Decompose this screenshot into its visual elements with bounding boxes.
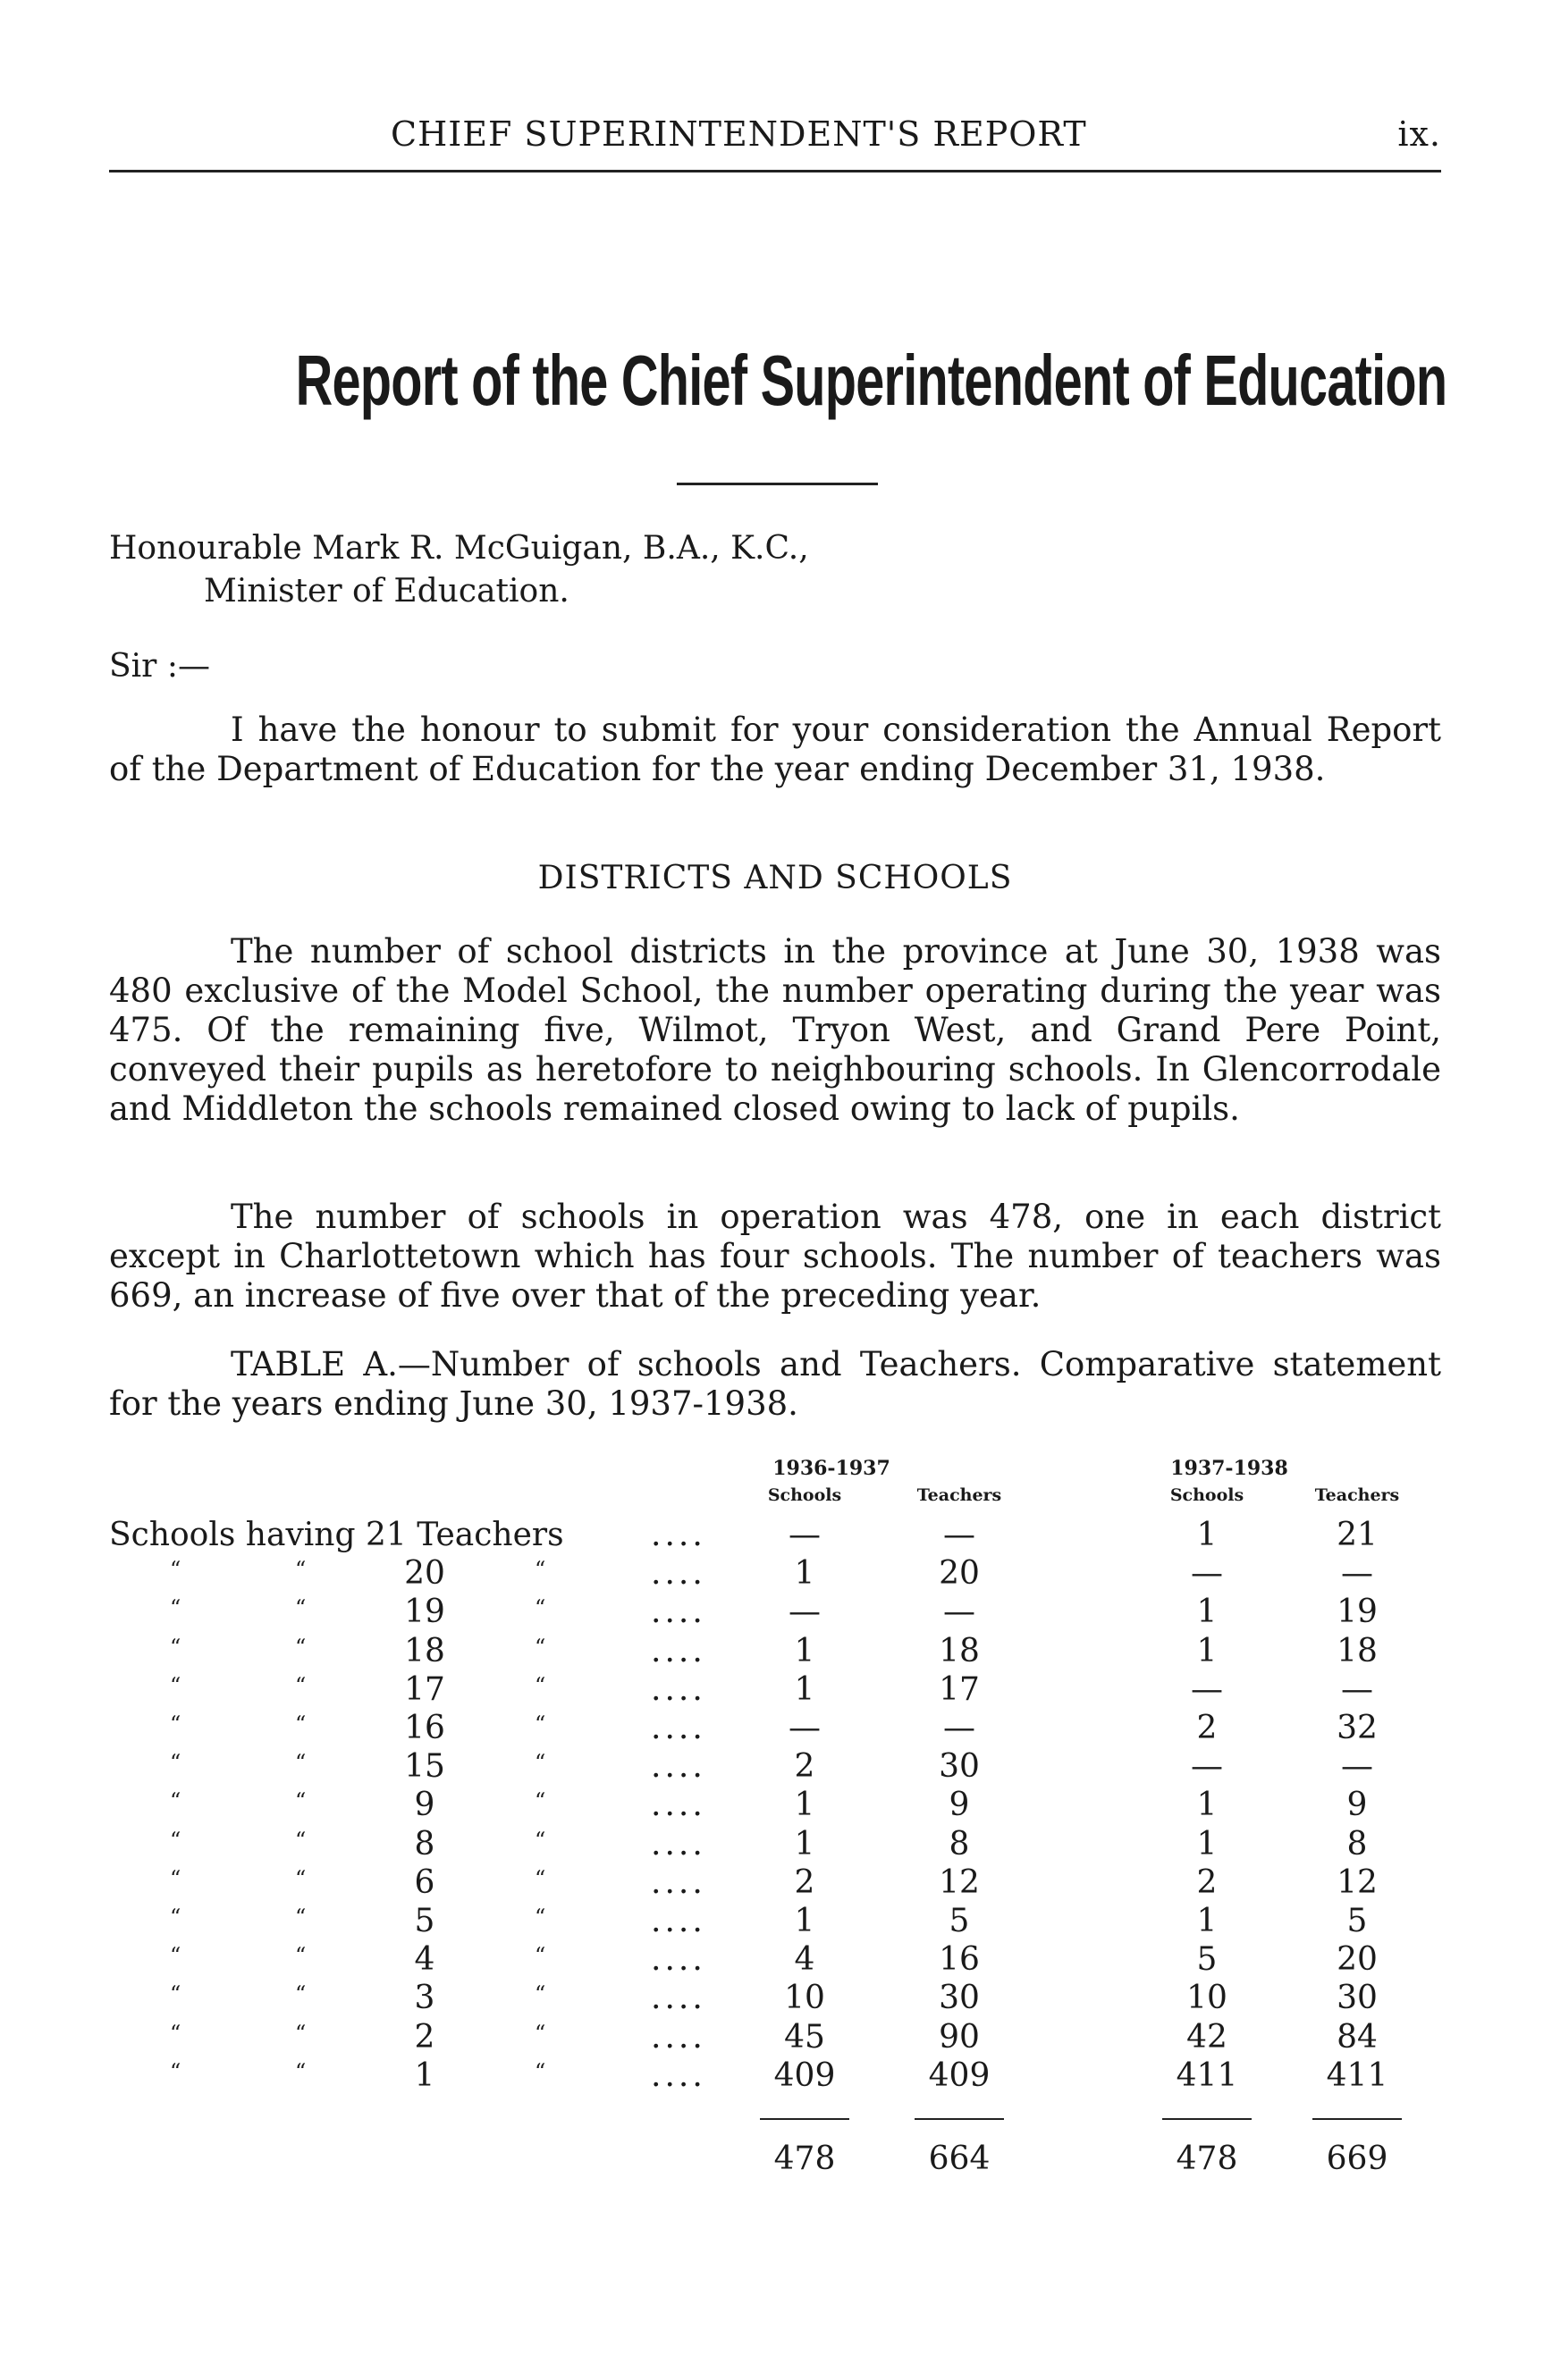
- schools-1937: 1: [794, 1826, 815, 1863]
- ditto-mark: “: [170, 1943, 181, 1968]
- sum-rule-2: [915, 2118, 1004, 2120]
- teachers-1937: 17: [939, 1671, 980, 1708]
- schools-1937: 2: [794, 1864, 815, 1901]
- schools-1937: 45: [784, 2019, 825, 2056]
- leader-dots: ....: [651, 1555, 706, 1592]
- page-number: ix.: [1397, 114, 1441, 154]
- leader-dots: ....: [651, 1903, 706, 1939]
- group-header-1937-1938: 1937-1938: [1170, 1457, 1288, 1480]
- ditto-mark: “: [535, 1905, 546, 1930]
- schools-1938: 1: [1196, 1787, 1218, 1823]
- teacher-count: 1: [414, 2057, 435, 2094]
- teacher-count: 19: [404, 1594, 445, 1630]
- teachers-1937: —: [943, 1710, 975, 1746]
- table-row: [0, 1594, 1552, 1632]
- table-caption: TABLE A.—Number of schools and Teachers. Comparative statement for the years ending June 30, 1937-1938.: [109, 1345, 1441, 1423]
- leader-dots: ....: [651, 1517, 706, 1553]
- schools-1937: 409: [773, 2057, 836, 2094]
- schools-1938: —: [1191, 1555, 1223, 1592]
- schools-1937: 1: [794, 1787, 815, 1823]
- teacher-count: 16: [404, 1710, 445, 1746]
- schools-1938: 1: [1196, 1594, 1218, 1630]
- total-schools-1938: 478: [1176, 2140, 1238, 2177]
- teachers-1937: 30: [939, 1980, 980, 2016]
- schools-1937: 4: [794, 1941, 815, 1978]
- ditto-mark: “: [535, 2021, 546, 2046]
- teacher-count: 9: [414, 1787, 435, 1823]
- table-row: [0, 2019, 1552, 2057]
- schools-1938: 1: [1196, 1517, 1218, 1553]
- leader-dots: ....: [651, 1980, 706, 2016]
- table-row: [0, 1826, 1552, 1864]
- ditto-mark: “: [295, 1750, 307, 1775]
- teacher-count: 15: [404, 1748, 445, 1785]
- addressee-name: Honourable Mark R. McGuigan, B.A., K.C.,: [109, 530, 809, 567]
- schools-paragraph: The number of schools in operation was 478, one in each district except in Charlottetown which has four schools. The number of teachers was 669, an increase of five over that of the preceding year.: [109, 1198, 1441, 1315]
- ditto-mark: “: [170, 1788, 181, 1813]
- ditto-mark: “: [535, 1557, 546, 1582]
- leader-dots: ....: [651, 1633, 706, 1669]
- col-header-schools-1: Schools: [767, 1485, 842, 1505]
- schools-1937: 10: [784, 1980, 825, 2016]
- leader-dots: ....: [651, 1594, 706, 1630]
- row-label-unit: Teachers: [417, 1517, 564, 1553]
- ditto-mark: “: [170, 1711, 181, 1737]
- teacher-count: 17: [404, 1671, 445, 1708]
- ditto-mark: “: [535, 1981, 546, 2006]
- table-row: [0, 1864, 1552, 1903]
- teachers-1937: 9: [949, 1787, 970, 1823]
- section-heading: DISTRICTS AND SCHOOLS: [537, 860, 1013, 896]
- schools-1938: 2: [1196, 1864, 1218, 1901]
- ditto-mark: “: [535, 1828, 546, 1853]
- teachers-1937: 90: [939, 2019, 980, 2056]
- teachers-1938: 20: [1337, 1941, 1378, 1978]
- ditto-mark: “: [535, 1711, 546, 1737]
- ditto-mark: “: [170, 1750, 181, 1775]
- teachers-1937: 409: [928, 2057, 991, 2094]
- ditto-mark: “: [295, 1828, 307, 1853]
- ditto-mark: “: [170, 2021, 181, 2046]
- ditto-mark: “: [295, 1943, 307, 1968]
- leader-dots: ....: [651, 1748, 706, 1785]
- teachers-1937: 20: [939, 1555, 980, 1592]
- ditto-mark: “: [535, 1635, 546, 1660]
- sum-rule-3: [1162, 2118, 1252, 2120]
- leader-dots: ....: [651, 1864, 706, 1901]
- teacher-count: 20: [404, 1555, 445, 1592]
- ditto-mark: “: [295, 1595, 307, 1620]
- col-header-schools-2: Schools: [1169, 1485, 1244, 1505]
- teachers-1938: 19: [1337, 1594, 1378, 1630]
- ditto-mark: “: [535, 1788, 546, 1813]
- total-schools-1937: 478: [773, 2140, 836, 2177]
- ditto-mark: “: [535, 2059, 546, 2084]
- addressee-title: Minister of Education.: [204, 573, 569, 610]
- schools-1938: 2: [1196, 1710, 1218, 1746]
- table-row: [0, 1748, 1552, 1787]
- schools-1938: 1: [1196, 1826, 1218, 1863]
- teachers-1938: 8: [1346, 1826, 1368, 1863]
- ditto-mark: “: [535, 1595, 546, 1620]
- schools-1938: 42: [1186, 2019, 1227, 2056]
- schools-1938: —: [1191, 1748, 1223, 1785]
- teachers-1937: 30: [939, 1748, 980, 1785]
- teachers-1937: 12: [939, 1864, 980, 1901]
- ditto-mark: “: [535, 1866, 546, 1891]
- schools-1938: 1: [1196, 1903, 1218, 1939]
- teachers-1937: —: [943, 1594, 975, 1630]
- col-header-teachers-2: Teachers: [1314, 1485, 1400, 1505]
- schools-1937: 1: [794, 1555, 815, 1592]
- schools-1938: 1: [1196, 1633, 1218, 1669]
- schools-1937: 1: [794, 1903, 815, 1939]
- ditto-mark: “: [170, 1557, 181, 1582]
- schools-1937: —: [789, 1517, 821, 1553]
- ditto-mark: “: [295, 1557, 307, 1582]
- sum-rule-1: [760, 2118, 849, 2120]
- ditto-mark: “: [295, 1711, 307, 1737]
- schools-1937: —: [789, 1710, 821, 1746]
- teachers-1938: 9: [1346, 1787, 1368, 1823]
- teacher-count: 21: [365, 1517, 407, 1553]
- ditto-mark: “: [170, 2059, 181, 2084]
- table-row: [0, 1671, 1552, 1710]
- ditto-mark: “: [170, 1595, 181, 1620]
- schools-1938: 10: [1186, 1980, 1227, 2016]
- schools-1937: —: [789, 1594, 821, 1630]
- table-row: [0, 1517, 1552, 1555]
- total-teachers-1938: 669: [1326, 2140, 1388, 2177]
- teacher-count: 6: [414, 1864, 435, 1901]
- teachers-1938: —: [1341, 1748, 1373, 1785]
- ditto-mark: “: [295, 1981, 307, 2006]
- teacher-count: 18: [404, 1633, 445, 1669]
- table-row: [0, 1710, 1552, 1748]
- teachers-1937: 16: [939, 1941, 980, 1978]
- leader-dots: ....: [651, 1787, 706, 1823]
- ditto-mark: “: [295, 1673, 307, 1698]
- teachers-1937: 8: [949, 1826, 970, 1863]
- ditto-mark: “: [295, 1905, 307, 1930]
- teachers-1938: 32: [1337, 1710, 1378, 1746]
- ditto-mark: “: [295, 1635, 307, 1660]
- teacher-count: 8: [414, 1826, 435, 1863]
- table-row: [0, 1787, 1552, 1825]
- leader-dots: ....: [651, 2057, 706, 2094]
- salutation: Sir :—: [109, 648, 210, 685]
- running-title: CHIEF SUPERINTENDENT'S REPORT: [391, 114, 1087, 154]
- total-teachers-1937: 664: [928, 2140, 991, 2177]
- schools-1937: 1: [794, 1633, 815, 1669]
- col-header-teachers-1: Teachers: [916, 1485, 1002, 1505]
- districts-paragraph: The number of school districts in the province at June 30, 1938 was 480 exclusive of the Model School, the number operating during the year was 475. Of the remaining five, Wilmot, Tryon West, and Grand Pere Point, conveyed their pupils as heretofore to neighbouring schools. In Glencorrodale and Middleton the schools remained closed owing to lack of pupils.: [109, 932, 1441, 1128]
- teachers-1938: 411: [1326, 2057, 1388, 2094]
- ditto-mark: “: [170, 1635, 181, 1660]
- table-row: [0, 1903, 1552, 1941]
- sum-rule-4: [1312, 2118, 1402, 2120]
- teacher-count: 5: [414, 1903, 435, 1939]
- ditto-mark: “: [295, 2059, 307, 2084]
- schools-1938: 5: [1196, 1941, 1218, 1978]
- teachers-1938: —: [1341, 1671, 1373, 1708]
- row-label: [109, 1517, 564, 1553]
- ditto-mark: “: [295, 1788, 307, 1813]
- ditto-mark: “: [295, 1866, 307, 1891]
- schools-1938: 411: [1176, 2057, 1238, 2094]
- intro-paragraph: I have the honour to submit for your consideration the Annual Report of the Department of Education for the year ending December 31, 1938.: [109, 711, 1441, 788]
- table-row: [0, 1941, 1552, 1980]
- teacher-count: 2: [414, 2019, 435, 2056]
- ditto-mark: “: [535, 1750, 546, 1775]
- leader-dots: ....: [651, 1941, 706, 1978]
- teachers-1937: 18: [939, 1633, 980, 1669]
- leader-dots: ....: [651, 2019, 706, 2056]
- teachers-1938: 30: [1337, 1980, 1378, 2016]
- teachers-1938: 21: [1337, 1517, 1378, 1553]
- page-title: Report of the Chief Superintendent of Education: [295, 341, 1447, 420]
- group-header-1936-1937: 1936-1937: [772, 1457, 890, 1480]
- ditto-mark: “: [170, 1981, 181, 2006]
- schools-1937: 1: [794, 1671, 815, 1708]
- table-row: [0, 2057, 1552, 2096]
- teachers-1938: —: [1341, 1555, 1373, 1592]
- teachers-1938: 12: [1337, 1864, 1378, 1901]
- ditto-mark: “: [170, 1905, 181, 1930]
- teacher-count: 3: [414, 1980, 435, 2016]
- ditto-mark: “: [170, 1673, 181, 1698]
- ditto-mark: “: [170, 1828, 181, 1853]
- teachers-1937: —: [943, 1517, 975, 1553]
- leader-dots: ....: [651, 1671, 706, 1708]
- ditto-mark: “: [295, 2021, 307, 2046]
- schools-1938: —: [1191, 1671, 1223, 1708]
- teacher-count: 4: [414, 1941, 435, 1978]
- table-row: [0, 1555, 1552, 1594]
- leader-dots: ....: [651, 1826, 706, 1863]
- teachers-1937: 5: [949, 1903, 970, 1939]
- table-row: [0, 1633, 1552, 1671]
- leader-dots: ....: [651, 1710, 706, 1746]
- ditto-mark: “: [170, 1866, 181, 1891]
- schools-1937: 2: [794, 1748, 815, 1785]
- ditto-mark: “: [535, 1673, 546, 1698]
- row-label-prefix: Schools having: [109, 1517, 356, 1553]
- teachers-1938: 5: [1346, 1903, 1368, 1939]
- table-row: [0, 1980, 1552, 2018]
- ditto-mark: “: [535, 1943, 546, 1968]
- teachers-1938: 18: [1337, 1633, 1378, 1669]
- teachers-1938: 84: [1337, 2019, 1378, 2056]
